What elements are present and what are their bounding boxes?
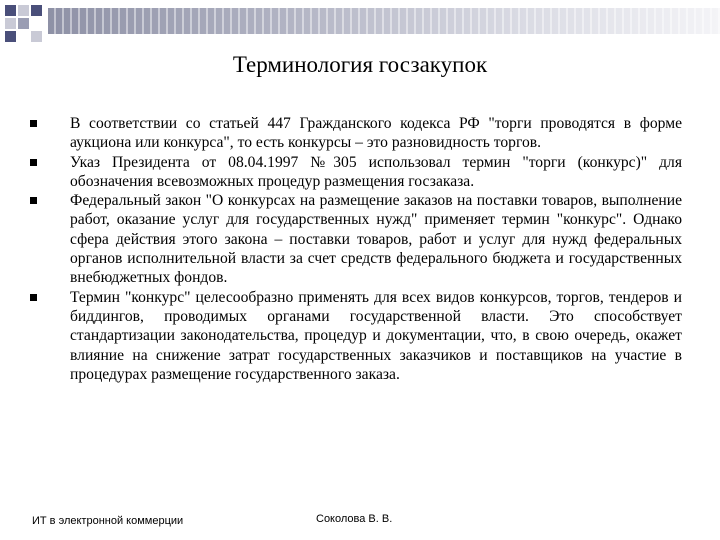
bullet-item	[30, 114, 682, 153]
decor-square	[18, 5, 29, 16]
header-gradient-strip	[48, 8, 720, 34]
footer-course-title: ИТ в электронной коммерции	[32, 515, 184, 527]
decor-square	[5, 5, 16, 16]
square-bullet-icon	[30, 159, 37, 166]
bullet-item	[30, 288, 682, 384]
square-bullet-icon	[30, 120, 37, 127]
bullet-list	[30, 114, 682, 384]
decor-square	[5, 18, 16, 29]
square-bullet-icon	[30, 197, 37, 204]
bullet-text: В соответствии со статьей 447 Гражданского кодекса РФ "торги проводятся в форме аукциона или конкурса", то есть конкурсы – это разновидность торгов.	[70, 115, 682, 152]
square-bullet-icon	[30, 294, 37, 301]
bullet-text: Федеральный закон "О конкурсах на размещение заказов на поставки товаров, выполнение работ, оказание услуг для государственных нужд" применяет термин "конкурс". Однако сфера действия этого закона – поставки товаров, работ и услуг для нужд федеральных органов исполнительной власти за счет средств федерального бюджета и государственных внебюджетных фондов.	[70, 192, 682, 287]
bullet-item	[30, 191, 682, 287]
bullet-text: Термин "конкурс" целесообразно применять для всех видов конкурсов, торгов, тендеров и биддингов, проводимых органами государственной власти. Это способствует стандартизации законодательства, процедур и документации, что, в свою очередь, окажет влияние на снижение затрат государственных заказчиков и поставщиков на участие в процедурах размещение государственного заказа.	[70, 288, 682, 383]
decor-square	[5, 31, 16, 42]
footer-author: Соколова В. В.	[316, 513, 393, 525]
decor-square	[18, 18, 29, 29]
slide-title: Терминология госзакупок	[232, 52, 488, 77]
bullet-text: Указ Президента от 08.04.1997 №305 использовал термин "торги (конкурс)" для обозначения всевозможных процедур размещения госзаказа.	[70, 153, 682, 190]
decor-square	[31, 5, 42, 16]
bullet-item	[30, 153, 682, 192]
decor-square	[31, 31, 42, 42]
